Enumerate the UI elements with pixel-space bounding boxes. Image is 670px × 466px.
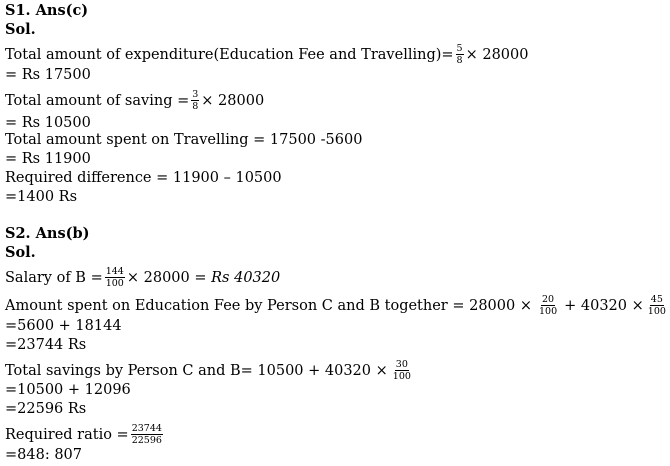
s1-difference-result: =1400 Rs	[5, 189, 78, 205]
s2-salary-tail: Rs 40320	[211, 269, 281, 286]
s1-expenditure-line	[5, 43, 528, 66]
fraction-numerator: 30	[395, 359, 408, 370]
s2-ratio-text: Required ratio =	[5, 426, 129, 443]
s2-savings-line	[5, 359, 416, 382]
s2-ratio-line	[5, 423, 165, 446]
s1-expenditure-text: Total amount of expenditure(Education Fee and Travelling)=	[5, 46, 454, 63]
s2-education-line	[5, 294, 670, 317]
s2-ratio-fraction	[131, 423, 163, 446]
s2-education-mid: + 40320 ×	[564, 297, 644, 314]
s2-salary-text: Salary of B =	[5, 269, 103, 286]
s1-expenditure-tail: × 28000	[465, 46, 529, 63]
s1-saving-text: Total amount of saving =	[5, 92, 190, 109]
fraction-denominator: 100	[647, 306, 666, 317]
s2-savings-text: Total savings by Person C and B= 10500 + 40320 ×	[5, 362, 388, 379]
s1-saving-line	[5, 89, 264, 112]
s2-savings-sum: =10500 + 12096	[5, 382, 131, 398]
fraction-numerator: 3	[192, 89, 199, 100]
s1-travelling-result: = Rs 11900	[5, 151, 91, 167]
s1-expenditure-result: = Rs 17500	[5, 67, 91, 83]
s2-salary-mid: × 28000 =	[126, 269, 207, 286]
fraction-denominator: 8	[192, 101, 199, 112]
s1-saving-fraction	[191, 89, 199, 112]
s1-sol-label: Sol.	[5, 21, 36, 38]
s1-saving-tail: × 28000	[201, 92, 265, 109]
s2-education-fraction-1	[538, 294, 558, 317]
s1-difference-line: Required difference = 11900 – 10500	[5, 170, 282, 186]
s2-savings-result: =22596 Rs	[5, 401, 87, 417]
fraction-denominator: 100	[538, 306, 558, 317]
s2-salary-line	[5, 266, 280, 289]
s2-education-result: =23744 Rs	[5, 337, 87, 353]
s2-savings-fraction	[392, 359, 412, 382]
fraction-numerator: 144	[105, 266, 124, 277]
fraction-numerator: 23744	[131, 423, 162, 434]
fraction-numerator: 5	[456, 43, 463, 54]
s1-expenditure-fraction	[456, 43, 464, 66]
s1-saving-result: = Rs 10500	[5, 115, 91, 131]
fraction-denominator: 8	[456, 55, 463, 66]
s1-heading: S1. Ans(c)	[5, 2, 89, 19]
fraction-denominator: 100	[392, 371, 411, 382]
s1-travelling-line: Total amount spent on Travelling = 17500 -5600	[5, 132, 363, 148]
s2-education-text: Amount spent on Education Fee by Person C and B together = 28000 ×	[5, 297, 532, 314]
s2-salary-fraction	[105, 266, 125, 289]
s2-education-fraction-2	[647, 294, 667, 317]
s2-heading: S2. Ans(b)	[5, 225, 90, 242]
s2-sol-label: Sol.	[5, 244, 36, 261]
s2-education-sum: =5600 + 18144	[5, 318, 122, 334]
fraction-numerator: 20	[542, 294, 555, 305]
s2-ratio-result: =848: 807	[5, 447, 82, 463]
fraction-denominator: 22596	[131, 435, 162, 446]
fraction-denominator: 100	[105, 278, 124, 289]
fraction-numerator: 45	[650, 294, 663, 305]
